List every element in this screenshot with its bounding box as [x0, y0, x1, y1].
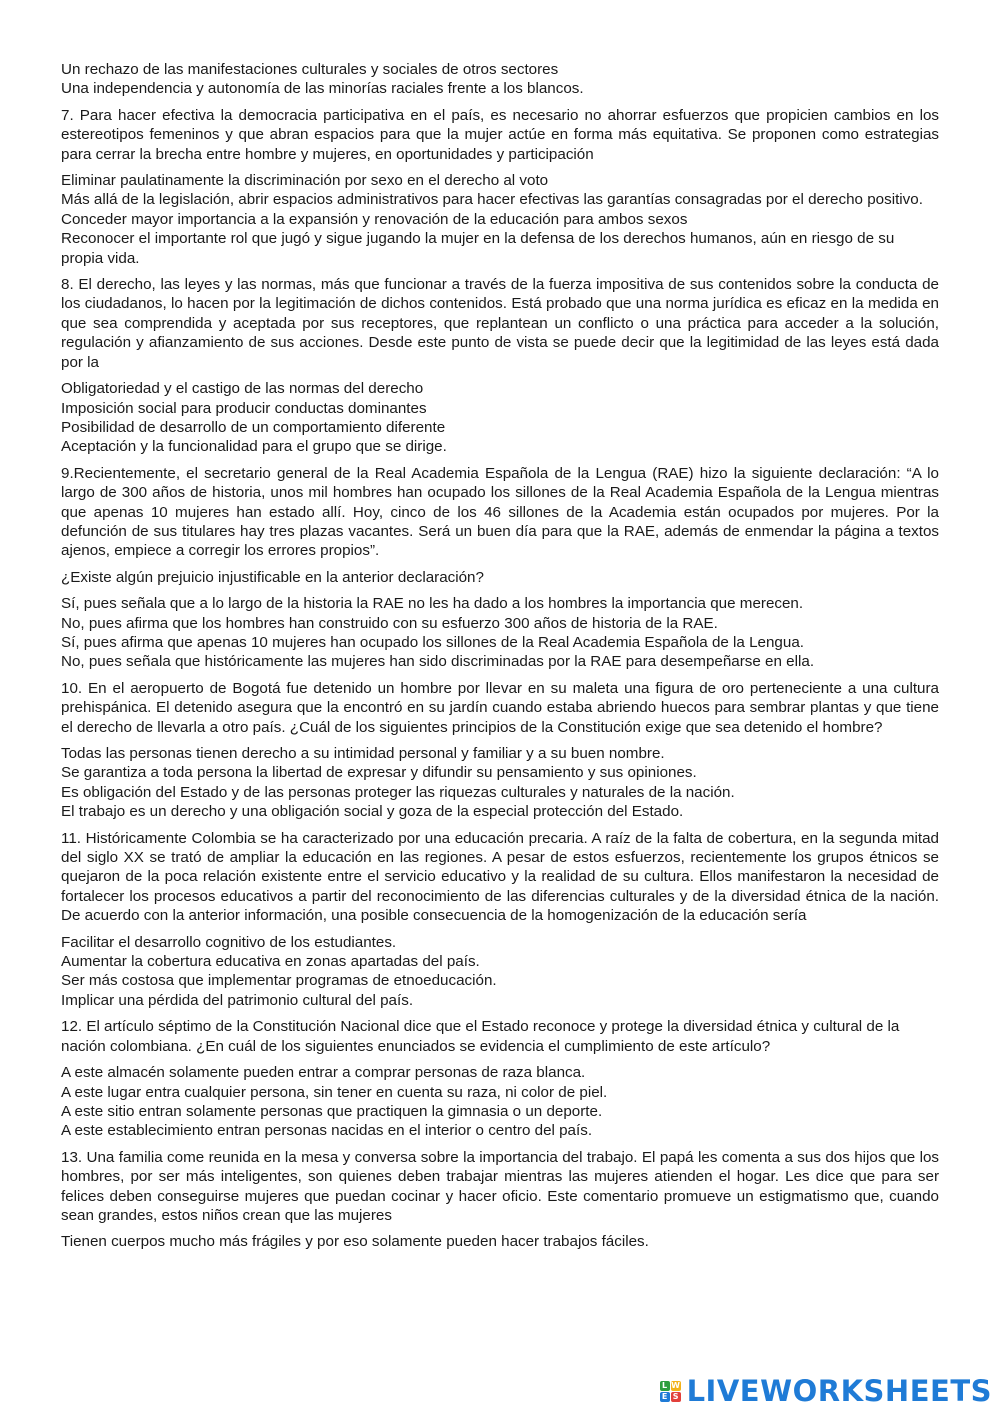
intro-options [61, 60, 939, 99]
question-8-text: 8. El derecho, las leyes y las normas, más que funcionar a través de la fuerza impositiva de sus contenidos sobre la conducta de los ciudadanos, lo hacen por la legitimación de dichos contenidos. Está probado que una norma jurídica es eficaz en la medida en que sea comprendida y aceptada por sus receptores, que replantean un conflicto o una práctica para acceder a la solución, regulación y afianzamiento de sus acciones. Desde este punto de vista se puede decir que la legitimidad de las leyes está dada por la [61, 276, 939, 371]
question-8-options [61, 379, 939, 457]
option[interactable]: A este almacén solamente pueden entrar a comprar personas de raza blanca. [61, 1064, 586, 1082]
liveworksheets-watermark [660, 1373, 992, 1409]
question-10-options [61, 744, 939, 822]
question-11-text: 11. Históricamente Colombia se ha caracterizado por una educación precaria. A raíz de la falta de cobertura, en la segunda mitad del siglo XX se trató de ampliar la educación en las regiones. A pesar de estos esfuerzos, recientemente los grupos étnicos se quejaron de la poca relación existente entre el servicio educativo y la realidad de su cultura. Ellos manifestaron la necesidad de fortalecer los procesos educativos a partir del reconocimiento de las diferencias culturales y de la diversidad étnica de la nación. De acuerdo con la anterior información, una posible consecuencia de la homogenización de la educación sería [61, 829, 939, 925]
question-13-text: 13. Una familia come reunida en la mesa y conversa sobre la importancia del trabajo. El papá les comenta a sus dos hijos que los hombres, por ser más inteligentes, son quienes deben trabajar mientras las mujeres atienden el hogar. Les dice que para ser felices deben conseguirse mujeres que puedan cocinar y hacer oficio. Este comentario promueve un estigmatismo que, cuando sean grandes, estos niños crean que las mujeres [61, 1148, 939, 1224]
question-13-options [61, 1232, 939, 1251]
question-11-options [61, 933, 939, 1011]
question-9-text: 9.Recientemente, el secretario general de la Real Academia Española de la Lengua (RAE) hizo la siguiente declaración: “A lo largo de 300 años de historia, unos mil hombres han ocupado los sillones de la Real Academia Española de la Lengua mientras que apenas 10 mujeres han estado allí. Hoy, cinco de los 46 sillones de la Academia están ocupados por mujeres. Por la defunción de sus titulares hay tres plazas vacantes. Será un buen día para que la RAE, además de enmendar la página a textos ajenos, empiece a corregir los errores propios”. [61, 464, 939, 560]
question-7-text: 7. Para hacer efectiva la democracia participativa en el país, es necesario no ahorrar esfuerzos que propicien cambios en los estereotipos femeninos y que abran espacios para que la mujer actúe en forma más equitativa. Se proponen como estrategias para cerrar la brecha entre hombre y mujeres, en oportunidades y participación [61, 106, 939, 163]
option[interactable]: Es obligación del Estado y de las personas proteger las riquezas culturales y naturales de la nación. [61, 783, 735, 801]
question-9-options [61, 594, 939, 672]
option[interactable]: Ser más costosa que implementar programas de etnoeducación. [61, 972, 497, 990]
question-10-text: 10. En el aeropuerto de Bogotá fue detenido un hombre por llevar en su maleta una figura de oro perteneciente a una cultura prehispánica. El detenido asegura que la encontró en su jardín cuando estaba abriendo huecos para sembrar plantas y que tiene el derecho de llevarla a otro país. ¿Cuál de los siguientes principios de la Constitución exige que sea detenido el hombre? [61, 679, 939, 736]
option[interactable]: A este establecimiento entran personas nacidas en el interior o centro del país. [61, 1122, 593, 1140]
option[interactable]: Más allá de la legislación, abrir espacios administrativos para hacer efectivas las garantías consagradas por el derecho positivo. [61, 191, 923, 209]
option[interactable]: Eliminar paulatinamente la discriminación por sexo en el derecho al voto [61, 172, 549, 190]
option[interactable]: Implicar una pérdida del patrimonio cultural del país. [61, 991, 414, 1009]
option[interactable]: Un rechazo de las manifestaciones culturales y sociales de otros sectores [61, 61, 559, 78]
logo-tile: S [671, 1392, 681, 1402]
option[interactable]: Una independencia y autonomía de las minorías raciales frente a los blancos. [61, 80, 584, 98]
option[interactable]: Conceder mayor importancia a la expansión y renovación de la educación para ambos sexos [61, 210, 688, 228]
option[interactable]: El trabajo es un derecho y una obligación social y goza de la especial protección del Estado. [61, 803, 684, 821]
question-12-options [61, 1063, 939, 1141]
watermark-text: LIVEWORKSHEETS [686, 1374, 992, 1408]
option[interactable]: A este lugar entra cualquier persona, sin tener en cuenta su raza, ni color de piel. [61, 1083, 608, 1101]
option[interactable]: Sí, pues señala que a lo largo de la historia la RAE no les ha dado a los hombres la importancia que merecen. [61, 595, 804, 613]
logo-tile: E [660, 1392, 670, 1402]
option[interactable]: Sí, pues afirma que apenas 10 mujeres han ocupado los sillones de la Real Academia Española de la Lengua. [61, 633, 804, 651]
question-7-options [61, 171, 939, 268]
option[interactable]: No, pues afirma que los hombres han construido con su esfuerzo 300 años de historia de la RAE. [61, 614, 718, 632]
option[interactable]: Posibilidad de desarrollo de un comportamiento diferente [61, 418, 446, 436]
option[interactable]: Tienen cuerpos mucho más frágiles y por eso solamente pueden hacer trabajos fáciles. [61, 1233, 649, 1251]
option[interactable]: Se garantiza a toda persona la libertad de expresar y difundir su pensamiento y sus opiniones. [61, 764, 697, 782]
option[interactable]: Todas las personas tienen derecho a su intimidad personal y familiar y a su buen nombre. [61, 745, 665, 762]
option[interactable]: Aumentar la cobertura educativa en zonas apartadas del país. [61, 953, 480, 971]
worksheet-page [61, 60, 939, 1259]
option[interactable]: Facilitar el desarrollo cognitivo de los estudiantes. [61, 933, 397, 951]
option[interactable]: No, pues señala que históricamente las mujeres han sido discriminadas por la RAE para desempeñarse en ella. [61, 653, 815, 671]
option[interactable]: Reconocer el importante rol que jugó y sigue jugando la mujer en la defensa de los derechos humanos, aún en riesgo de su propia vida. [61, 230, 895, 267]
question-9-subquestion: ¿Existe algún prejuicio injustificable en la anterior declaración? [61, 568, 484, 586]
option[interactable]: Imposición social para producir conductas dominantes [61, 399, 427, 417]
liveworksheets-logo-icon [660, 1381, 681, 1402]
logo-tile: W [671, 1380, 680, 1390]
option[interactable]: A este sitio entran solamente personas que practiquen la gimnasia o un deporte. [61, 1102, 603, 1120]
option[interactable]: Aceptación y la funcionalidad para el grupo que se dirige. [61, 438, 447, 456]
logo-tile: L [660, 1381, 670, 1391]
option[interactable]: Obligatoriedad y el castigo de las normas del derecho [61, 380, 424, 398]
question-12-text: 12. El artículo séptimo de la Constitución Nacional dice que el Estado reconoce y protege la diversidad étnica y cultural de la nación colombiana. ¿En cuál de los siguientes enunciados se evidencia el cumplimiento de este artículo? [61, 1018, 900, 1055]
